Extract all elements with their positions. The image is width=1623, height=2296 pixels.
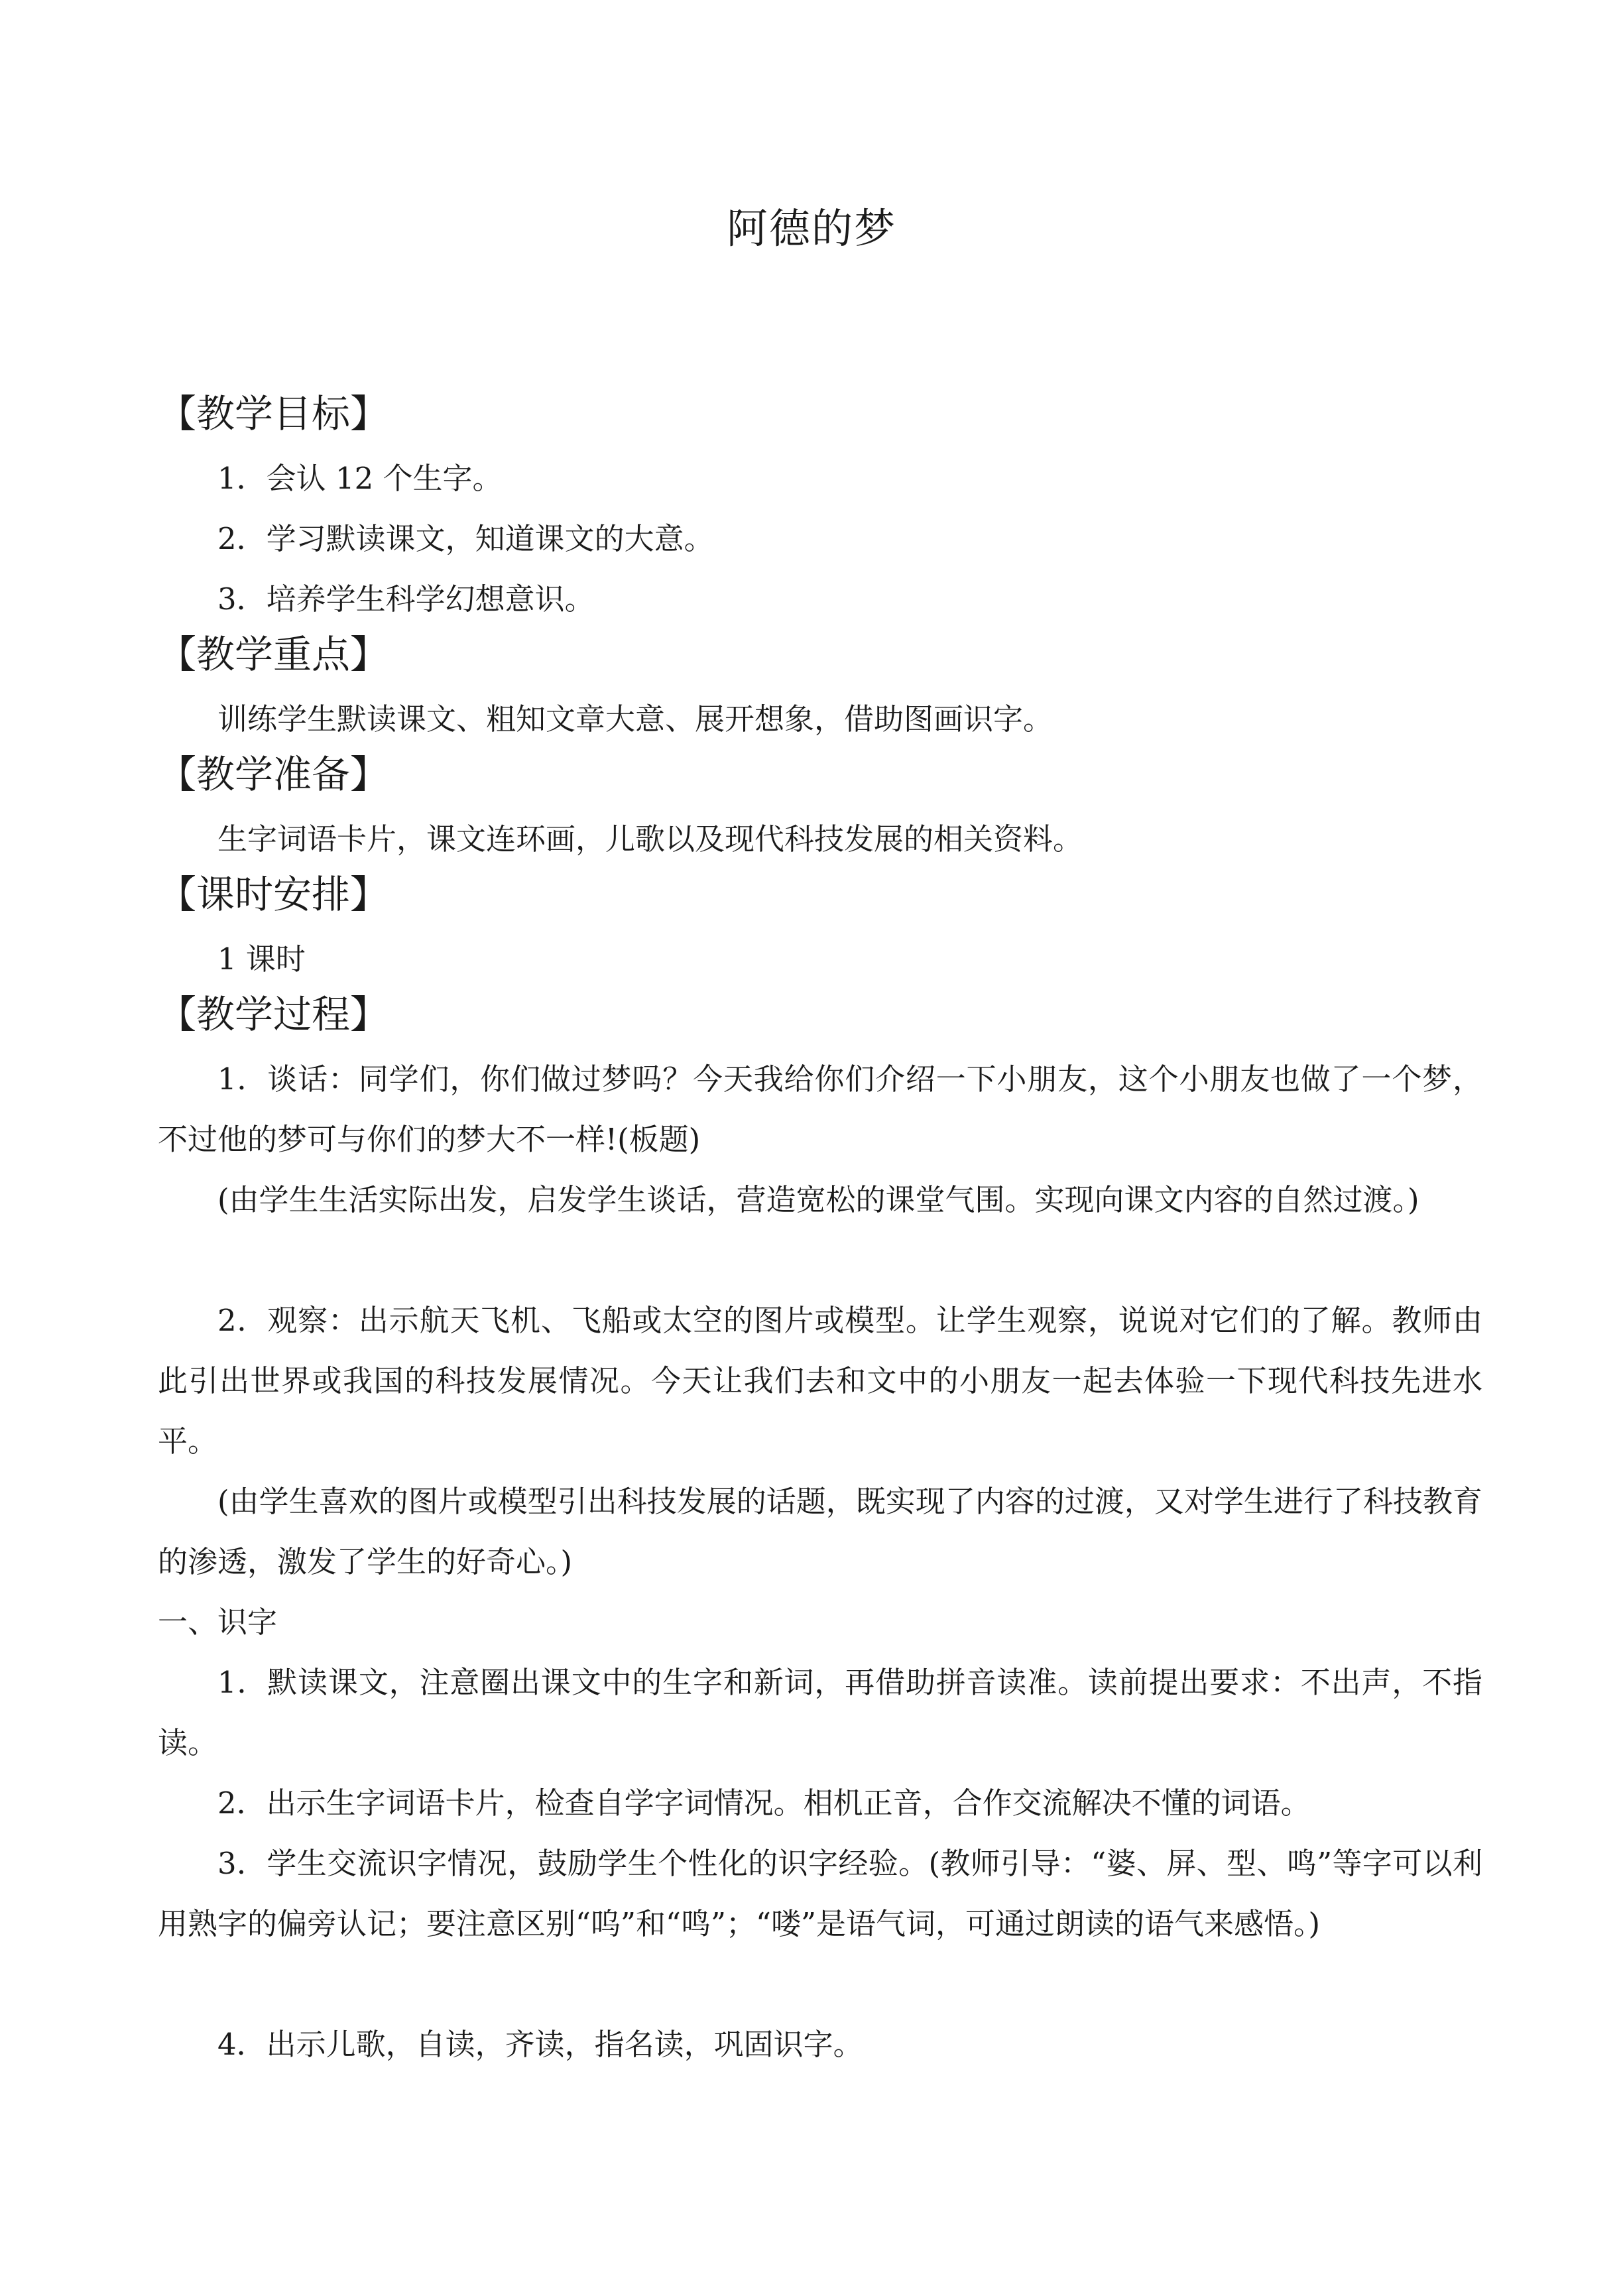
heading-process: 【教学过程】 [158,992,389,1037]
literacy-paragraph-4: 4．出示儿歌，自读，齐读，指名读，巩固识字。 [217,2027,863,2062]
objective-item-3: 3．培养学生科学幻想意识。 [217,581,595,617]
heading-literacy: 一、识字 [158,1604,278,1640]
literacy-paragraph-3: 3．学生交流识字情况，鼓励学生个性化的识字经验。(教师引导：“婆、屏、型、鸣”等字可以利用熟字的偏旁认记；要注意区别“呜”和“鸣”；“喽”是语气词，可通过朗读的语气来感悟。) [158,1846,1482,1941]
literacy-paragraph-2: 2．出示生字词语卡片，检查自学字词情况。相机正音，合作交流解决不懂的词语。 [217,1785,1311,1821]
heading-objectives: 【教学目标】 [158,391,389,436]
key-points-text: 训练学生默读课文、粗知文章大意、展开想象，借助图画识字。 [217,701,1053,737]
heading-preparation: 【教学准备】 [158,752,389,797]
objective-item-1: 1．会认 12 个生字。 [217,461,503,496]
process-paragraph-1: 1．谈话：同学们，你们做过梦吗？今天我给你们介绍一下小朋友，这个小朋友也做了一个梦，不过他的梦可与你们的梦大不一样!(板题) [158,1061,1482,1157]
preparation-text: 生字词语卡片，课文连环画，儿歌以及现代科技发展的相关资料。 [217,821,1083,857]
schedule-text: 1 课时 [217,941,306,977]
heading-key-points: 【教学重点】 [158,632,389,677]
document-title: 阿德的梦 [726,204,896,253]
objective-item-2: 2．学习默读课文，知道课文的大意。 [217,521,714,556]
literacy-paragraph-1: 1．默读课文，注意圈出课文中的生字和新词，再借助拼音读准。读前提出要求：不出声，不指读。 [158,1665,1482,1760]
process-paragraph-2: (由学生生活实际出发，启发学生谈话，营造宽松的课堂气围。实现向课文内容的自然过渡。) [217,1182,1419,1217]
heading-schedule: 【课时安排】 [158,872,389,917]
process-paragraph-4: (由学生喜欢的图片或模型引出科技发展的话题，既实现了内容的过渡，又对学生进行了科技教育的渗透，激发了学生的好奇心。) [158,1484,1482,1579]
process-paragraph-3: 2．观察：出示航天飞机、飞船或太空的图片或模型。让学生观察，说说对它们的了解。教师由此引出世界或我国的科技发展情况。今天让我们去和文中的小朋友一起去体验一下现代科技先进水平。 [158,1303,1482,1459]
